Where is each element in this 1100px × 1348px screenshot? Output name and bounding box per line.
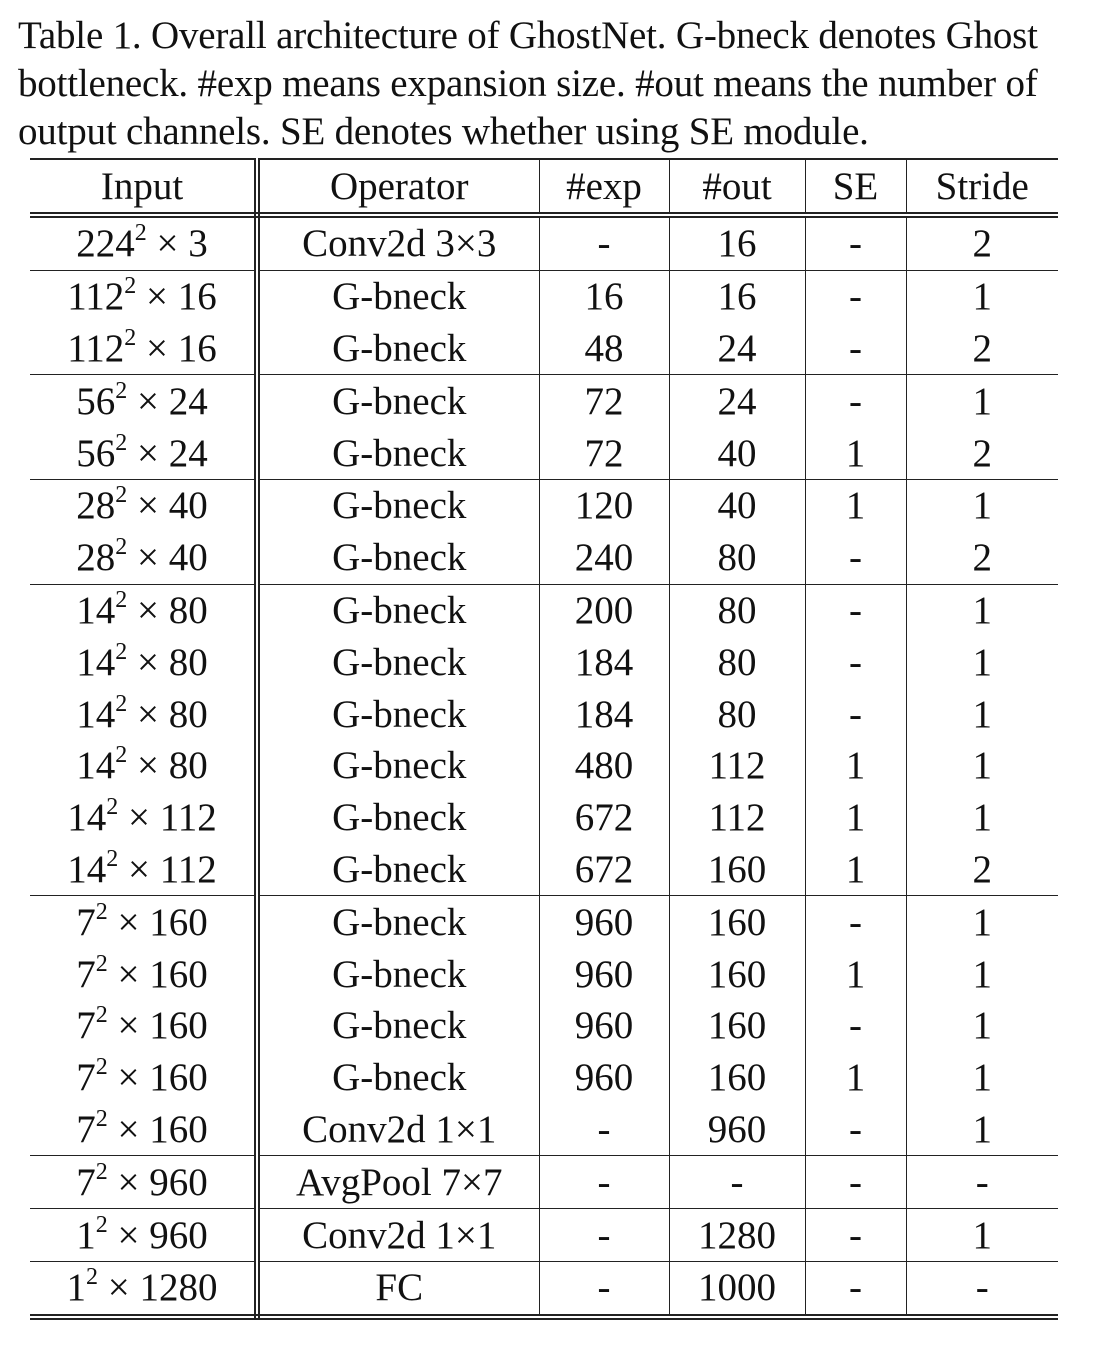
table-row xyxy=(30,323,1058,375)
input-base: 7 xyxy=(76,1107,96,1151)
cell-input xyxy=(30,532,257,584)
cell-se: - xyxy=(805,584,906,636)
cell-out: 80 xyxy=(669,688,805,740)
input-exponent: 2 xyxy=(115,690,128,717)
cell-operator: G-bneck xyxy=(257,584,539,636)
cell-se: - xyxy=(805,215,906,270)
table-row xyxy=(30,844,1058,896)
cell-input xyxy=(30,792,257,844)
cell-operator: G-bneck xyxy=(257,844,539,896)
table-row xyxy=(30,740,1058,792)
cell-stride: 2 xyxy=(906,844,1058,896)
table-row xyxy=(30,1156,1058,1209)
table-row xyxy=(30,532,1058,584)
cell-se: - xyxy=(805,1209,906,1262)
cell-input xyxy=(30,1104,257,1156)
input-base: 14 xyxy=(76,692,116,736)
cell-stride: 1 xyxy=(972,1004,992,1048)
input-base: 28 xyxy=(76,484,116,528)
input-base: 224 xyxy=(76,222,135,266)
cell-exp: 960 xyxy=(539,896,669,948)
cell-stride: - xyxy=(906,1156,1058,1209)
cell-exp: 672 xyxy=(539,792,669,844)
cell-se: 1 xyxy=(805,479,906,531)
table-row xyxy=(30,479,1058,531)
cell-input xyxy=(30,215,257,270)
cell-se: 1 xyxy=(805,792,906,844)
cell-out: 160 xyxy=(669,844,805,896)
cell-se: - xyxy=(805,1156,906,1209)
input-exponent: 2 xyxy=(115,586,128,613)
input-tail: × 24 xyxy=(127,379,208,423)
cell-stride: 1 xyxy=(972,900,992,944)
cell-se: - xyxy=(805,636,906,688)
input-exponent: 2 xyxy=(115,638,128,665)
cell-stride: 1 xyxy=(972,744,992,788)
cell-operator: G-bneck xyxy=(257,792,539,844)
cell-input xyxy=(30,479,257,531)
input-exponent: 2 xyxy=(115,429,128,456)
table-row xyxy=(30,427,1058,479)
cell-operator: Conv2d 3×3 xyxy=(257,215,539,270)
table-row xyxy=(30,896,1058,948)
cell-stride: 2 xyxy=(906,532,1058,584)
input-exponent: 2 xyxy=(95,1002,108,1029)
cell-stride: 2 xyxy=(906,427,1058,479)
input-exponent: 2 xyxy=(124,324,137,351)
cell-input xyxy=(30,636,257,688)
cell-operator: G-bneck xyxy=(257,688,539,740)
cell-out: 40 xyxy=(669,479,805,531)
cell-operator: AvgPool 7×7 xyxy=(257,1156,539,1209)
header-row xyxy=(30,159,1058,215)
cell-se: - xyxy=(805,1261,906,1316)
cell-out: - xyxy=(669,1156,805,1209)
cell-out: 112 xyxy=(669,792,805,844)
cell-exp: 184 xyxy=(539,688,669,740)
cell-out: 80 xyxy=(669,532,805,584)
cell-operator: G-bneck xyxy=(257,323,539,375)
input-exponent: 2 xyxy=(115,482,128,509)
cell-out: 1000 xyxy=(669,1261,805,1316)
cell-se: - xyxy=(805,1000,906,1052)
cell-exp: - xyxy=(539,1209,669,1262)
input-tail: × 24 xyxy=(127,431,208,475)
input-exponent: 2 xyxy=(86,1264,98,1291)
cell-out: 960 xyxy=(669,1104,805,1156)
header-operator: Operator xyxy=(257,159,539,215)
input-base: 14 xyxy=(67,847,107,891)
cell-exp: 480 xyxy=(539,740,669,792)
cell-input xyxy=(30,270,257,322)
architecture-table-container xyxy=(30,158,1058,1320)
input-exponent: 2 xyxy=(106,845,119,872)
cell-exp: 960 xyxy=(539,1000,669,1052)
cell-out: 24 xyxy=(669,323,805,375)
table-row xyxy=(30,215,1058,270)
input-tail: × 160 xyxy=(107,1107,208,1151)
input-base: 7 xyxy=(76,952,96,996)
table-caption xyxy=(18,12,1088,156)
cell-input xyxy=(30,1052,257,1104)
table-row xyxy=(30,270,1058,322)
cell-se: 1 xyxy=(805,740,906,792)
cell-stride: 1 xyxy=(972,588,992,632)
input-base: 7 xyxy=(76,1160,96,1204)
cell-exp: 16 xyxy=(539,270,669,322)
input-exponent: 2 xyxy=(115,377,128,404)
input-tail: × 80 xyxy=(127,640,208,684)
cell-exp: - xyxy=(539,1156,669,1209)
cell-se: - xyxy=(805,896,906,948)
input-base: 56 xyxy=(76,431,116,475)
input-tail: × 960 xyxy=(107,1160,208,1204)
cell-out: 40 xyxy=(669,427,805,479)
cell-operator: G-bneck xyxy=(257,427,539,479)
input-exponent: 2 xyxy=(95,1054,108,1081)
header-se: SE xyxy=(805,159,906,215)
table-row xyxy=(30,584,1058,636)
cell-input xyxy=(30,948,257,1000)
cell-se: - xyxy=(805,688,906,740)
input-base: 14 xyxy=(76,588,116,632)
input-tail: × 80 xyxy=(127,588,208,632)
cell-input xyxy=(30,896,257,948)
input-base: 56 xyxy=(76,379,116,423)
input-exponent: 2 xyxy=(115,742,128,769)
table-row xyxy=(30,1209,1058,1262)
cell-se: - xyxy=(805,323,906,375)
cell-exp: 200 xyxy=(539,584,669,636)
cell-input xyxy=(30,688,257,740)
cell-operator: Conv2d 1×1 xyxy=(257,1209,539,1262)
cell-operator: G-bneck xyxy=(257,636,539,688)
table-row xyxy=(30,636,1058,688)
input-tail: × 160 xyxy=(107,952,208,996)
cell-se: 1 xyxy=(805,427,906,479)
cell-out: 24 xyxy=(669,375,805,427)
input-exponent: 2 xyxy=(95,1158,108,1185)
cell-out: 160 xyxy=(669,948,805,1000)
cell-operator: FC xyxy=(257,1261,539,1316)
input-base: 1 xyxy=(76,1213,96,1257)
input-tail: × 112 xyxy=(118,847,217,891)
cell-stride: - xyxy=(906,1261,1058,1316)
input-tail: × 160 xyxy=(107,1056,208,1100)
table-row xyxy=(30,1052,1058,1104)
table-row xyxy=(30,1261,1058,1316)
architecture-table xyxy=(30,158,1058,1320)
cell-input xyxy=(30,323,257,375)
cell-operator: G-bneck xyxy=(257,375,539,427)
cell-se: - xyxy=(805,1104,906,1156)
cell-stride: 1 xyxy=(972,275,992,319)
input-exponent: 2 xyxy=(95,1211,108,1238)
input-base: 14 xyxy=(76,640,116,684)
input-exponent: 2 xyxy=(95,898,108,925)
cell-operator: G-bneck xyxy=(257,948,539,1000)
cell-input xyxy=(30,740,257,792)
table-row xyxy=(30,1104,1058,1156)
input-tail: × 80 xyxy=(127,744,208,788)
input-tail: × 160 xyxy=(107,1004,208,1048)
cell-stride: 1 xyxy=(972,692,992,736)
cell-exp: 72 xyxy=(539,375,669,427)
cell-operator: G-bneck xyxy=(257,270,539,322)
input-tail: × 160 xyxy=(107,900,208,944)
cell-out: 80 xyxy=(669,636,805,688)
header-exp: #exp xyxy=(539,159,669,215)
cell-operator: G-bneck xyxy=(257,896,539,948)
cell-se: 1 xyxy=(805,1052,906,1104)
input-exponent: 2 xyxy=(124,273,137,300)
cell-exp: 672 xyxy=(539,844,669,896)
cell-out: 80 xyxy=(669,584,805,636)
cell-exp: 240 xyxy=(539,532,669,584)
input-tail: × 80 xyxy=(127,692,208,736)
cell-operator: G-bneck xyxy=(257,740,539,792)
input-tail: × 960 xyxy=(107,1213,208,1257)
cell-out: 160 xyxy=(669,1052,805,1104)
input-tail: × 3 xyxy=(146,222,208,266)
cell-exp: 48 xyxy=(539,323,669,375)
input-base: 28 xyxy=(76,536,116,580)
header-input: Input xyxy=(30,159,257,215)
cell-input xyxy=(30,1209,257,1262)
cell-exp: - xyxy=(539,1104,669,1156)
cell-input xyxy=(30,584,257,636)
input-tail: × 16 xyxy=(136,275,217,319)
cell-operator: G-bneck xyxy=(257,1000,539,1052)
cell-stride: 1 xyxy=(972,1056,992,1100)
input-base: 7 xyxy=(76,1056,96,1100)
table-body xyxy=(30,215,1058,1317)
cell-exp: 960 xyxy=(539,948,669,1000)
cell-stride: 1 xyxy=(972,379,992,423)
cell-exp: 72 xyxy=(539,427,669,479)
input-tail: × 40 xyxy=(127,484,208,528)
cell-se: - xyxy=(805,375,906,427)
cell-stride: 1 xyxy=(972,484,992,528)
input-tail: × 1280 xyxy=(98,1266,218,1310)
cell-input xyxy=(30,1156,257,1209)
table-row xyxy=(30,948,1058,1000)
input-exponent: 2 xyxy=(134,220,147,247)
input-exponent: 2 xyxy=(115,534,128,561)
cell-stride: 2 xyxy=(906,215,1058,270)
input-base: 14 xyxy=(76,744,116,788)
table-row xyxy=(30,375,1058,427)
cell-exp: 960 xyxy=(539,1052,669,1104)
input-base: 7 xyxy=(76,1004,96,1048)
cell-stride: 1 xyxy=(906,1209,1058,1262)
cell-stride: 1 xyxy=(972,796,992,840)
caption-line: Table 1. Overall architecture of GhostNet. G-bneck denotes Ghost xyxy=(18,14,1038,57)
input-base: 1 xyxy=(66,1266,86,1310)
cell-se: 1 xyxy=(805,948,906,1000)
cell-out: 16 xyxy=(669,215,805,270)
input-exponent: 2 xyxy=(106,794,119,821)
table-row xyxy=(30,688,1058,740)
cell-se: 1 xyxy=(805,844,906,896)
cell-exp: - xyxy=(539,215,669,270)
input-tail: × 112 xyxy=(118,796,217,840)
cell-input xyxy=(30,844,257,896)
input-base: 112 xyxy=(67,326,125,370)
input-base: 112 xyxy=(67,275,125,319)
caption-line: bottleneck. #exp means expansion size. #out means the number of xyxy=(18,62,1038,105)
cell-exp: 120 xyxy=(539,479,669,531)
cell-se: - xyxy=(805,532,906,584)
table-header xyxy=(30,159,1058,215)
cell-operator: G-bneck xyxy=(257,479,539,531)
input-base: 14 xyxy=(67,796,107,840)
input-base: 7 xyxy=(76,900,96,944)
cell-operator: Conv2d 1×1 xyxy=(257,1104,539,1156)
cell-input xyxy=(30,375,257,427)
cell-out: 160 xyxy=(669,896,805,948)
cell-out: 16 xyxy=(669,270,805,322)
table-row xyxy=(30,792,1058,844)
table-row xyxy=(30,1000,1058,1052)
cell-exp: - xyxy=(539,1261,669,1316)
cell-input xyxy=(30,427,257,479)
header-out: #out xyxy=(669,159,805,215)
caption-line: output channels. SE denotes whether using SE module. xyxy=(18,110,869,153)
cell-exp: 184 xyxy=(539,636,669,688)
cell-operator: G-bneck xyxy=(257,1052,539,1104)
header-stride: Stride xyxy=(906,159,1058,215)
cell-out: 1280 xyxy=(669,1209,805,1262)
cell-stride: 1 xyxy=(972,640,992,684)
cell-stride: 1 xyxy=(972,952,992,996)
cell-out: 112 xyxy=(669,740,805,792)
cell-stride: 1 xyxy=(906,1104,1058,1156)
input-tail: × 40 xyxy=(127,536,208,580)
cell-stride: 2 xyxy=(906,323,1058,375)
cell-out: 160 xyxy=(669,1000,805,1052)
cell-input xyxy=(30,1000,257,1052)
input-exponent: 2 xyxy=(95,1105,108,1132)
input-tail: × 16 xyxy=(136,326,217,370)
cell-se: - xyxy=(805,270,906,322)
cell-input xyxy=(30,1261,257,1316)
input-exponent: 2 xyxy=(95,950,108,977)
cell-operator: G-bneck xyxy=(257,532,539,584)
